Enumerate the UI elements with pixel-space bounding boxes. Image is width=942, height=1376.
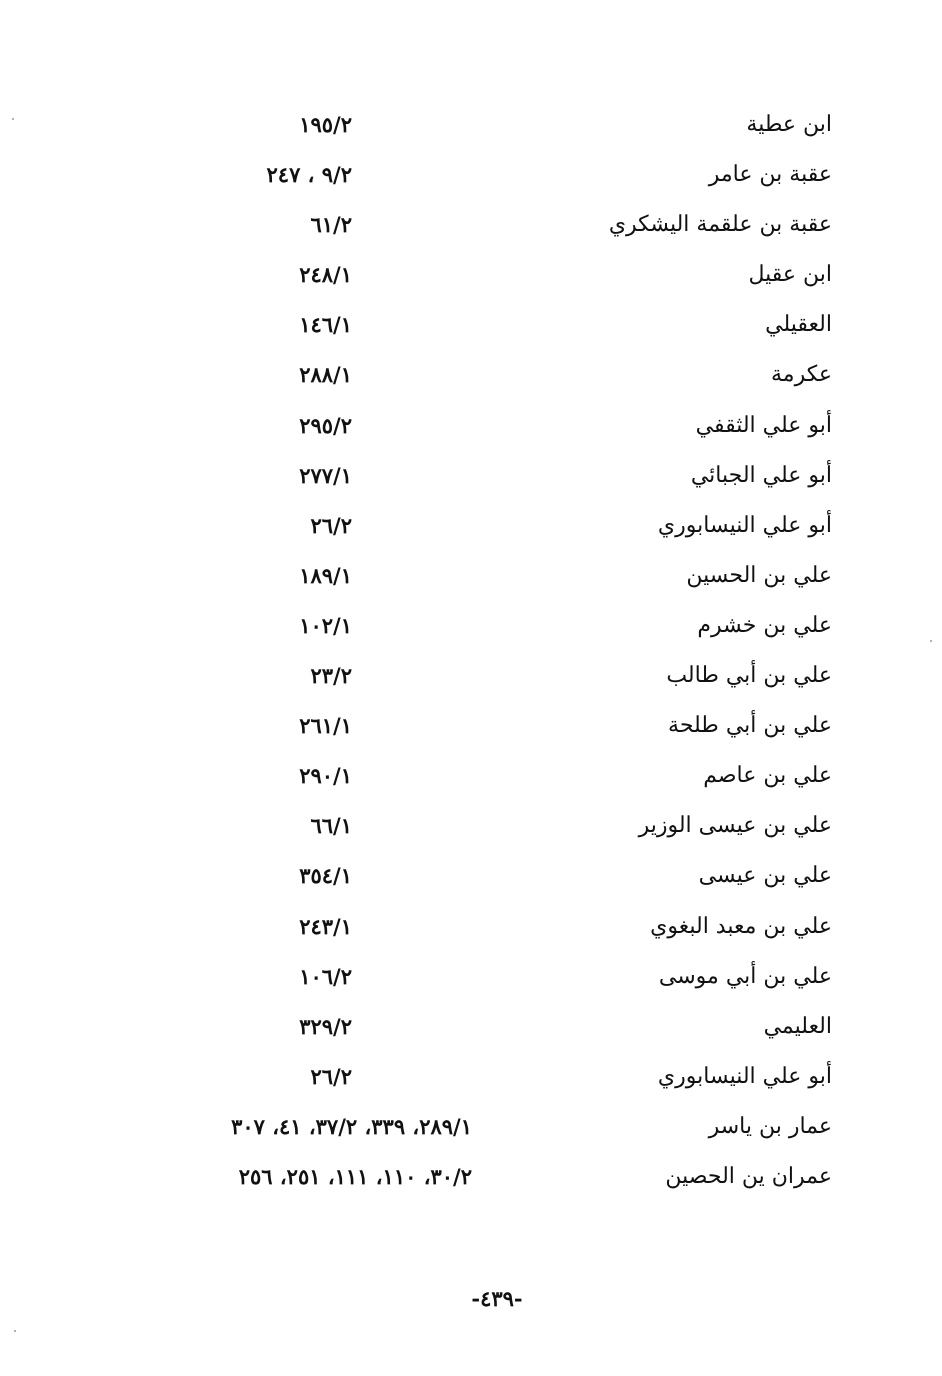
- entry-page-refs: ١٩٥/٢: [299, 112, 352, 137]
- entry-page-refs: ١٠٢/١: [299, 612, 352, 638]
- index-entry: [0, 501, 942, 551]
- entry-name: عمران ين الحصين: [665, 1163, 832, 1189]
- entry-page-refs: ٢٨٩/١، ٣٣٩، ٣٧/٢، ٤١، ٣٠٧: [231, 1113, 472, 1139]
- scan-speck: [930, 640, 932, 642]
- entry-page-refs: ١٤٦/١: [299, 312, 352, 338]
- index-entry: [0, 551, 942, 601]
- entry-name: أبو علي النيسابوري: [657, 512, 832, 538]
- entry-page-refs: ٢٨٨/١: [299, 362, 352, 388]
- entry-page-refs: ٣٢٩/٢: [299, 1013, 352, 1039]
- entry-name: عقبة بن عامر: [708, 162, 832, 188]
- entry-page-refs: ٣٥٤/١: [299, 863, 352, 889]
- scan-speck: [12, 118, 14, 120]
- entry-page-refs: ٢٣/٢: [310, 663, 352, 689]
- entry-name: أبو علي النيسابوري: [657, 1063, 832, 1089]
- entry-name: ابن عقيل: [748, 262, 832, 288]
- index-entry: [0, 150, 942, 200]
- names-index-list: [0, 100, 942, 1202]
- page-number: -٤٣٩-: [471, 1286, 523, 1311]
- entry-name: أبو علي الثقفي: [695, 412, 832, 438]
- entry-page-refs: ١٠٦/٢: [299, 963, 352, 989]
- entry-page-refs: ٦١/٢: [310, 212, 352, 238]
- index-entry: [0, 751, 942, 801]
- entry-page-refs: ٢٩٠/١: [299, 763, 352, 789]
- entry-name: علي بن عيسى الوزير: [638, 813, 832, 839]
- entry-page-refs: ٩/٢ ، ٢٤٧: [266, 162, 352, 188]
- index-entry: [0, 1052, 942, 1102]
- entry-name: العليمي: [763, 1013, 832, 1039]
- entry-name: ابن عطية: [746, 112, 832, 137]
- index-entry: [0, 601, 942, 651]
- index-entry: [0, 1152, 942, 1202]
- entry-name: العقيلي: [765, 312, 832, 338]
- index-entry: [0, 1002, 942, 1052]
- entry-name: أبو علي الجبائي: [690, 462, 832, 488]
- entry-page-refs: ٢٦/٢: [310, 512, 352, 538]
- entry-page-refs: ٢٤٣/١: [299, 913, 352, 939]
- index-entry: [0, 902, 942, 952]
- index-entry: [0, 651, 942, 701]
- entry-name: علي بن عيسى: [698, 863, 832, 889]
- entry-page-refs: ٢٧٧/١: [299, 462, 352, 488]
- index-entry: [0, 250, 942, 300]
- entry-page-refs: ٢٩٥/٢: [299, 412, 352, 438]
- entry-name: علي بن أبي موسى: [658, 963, 832, 989]
- entry-page-refs: ٢٤٨/١: [299, 262, 352, 288]
- index-entry: [0, 300, 942, 350]
- index-entry: [0, 801, 942, 851]
- entry-name: عقبة بن علقمة اليشكري: [608, 212, 832, 238]
- index-entry: [0, 350, 942, 400]
- entry-name: علي بن معبد البغوي: [650, 913, 832, 939]
- entry-page-refs: ٢٦/٢: [310, 1063, 352, 1089]
- entry-name: عكرمة: [771, 362, 832, 388]
- entry-name: علي بن أبي طالب: [666, 663, 832, 689]
- entry-name: عمار بن ياسر: [708, 1113, 832, 1139]
- scan-speck: [14, 1330, 16, 1332]
- index-entry: [0, 952, 942, 1002]
- index-entry: [0, 1102, 942, 1152]
- index-entry: [0, 851, 942, 901]
- entry-name: علي بن خشرم: [697, 612, 832, 638]
- index-entry: [0, 451, 942, 501]
- entry-name: علي بن عاصم: [703, 763, 832, 789]
- index-entry: [0, 100, 942, 150]
- entry-page-refs: ١٨٩/١: [299, 562, 352, 588]
- index-entry: [0, 401, 942, 451]
- entry-page-refs: ٢٦١/١: [299, 713, 352, 739]
- entry-page-refs: ٣٠/٢، ١١٠، ١١١، ٢٥١، ٢٥٦: [238, 1163, 472, 1189]
- entry-page-refs: ٦٦/١: [310, 813, 352, 839]
- index-entry: [0, 701, 942, 751]
- entry-name: علي بن أبي طلحة: [668, 713, 832, 739]
- entry-name: علي بن الحسين: [686, 562, 832, 588]
- index-entry: [0, 200, 942, 250]
